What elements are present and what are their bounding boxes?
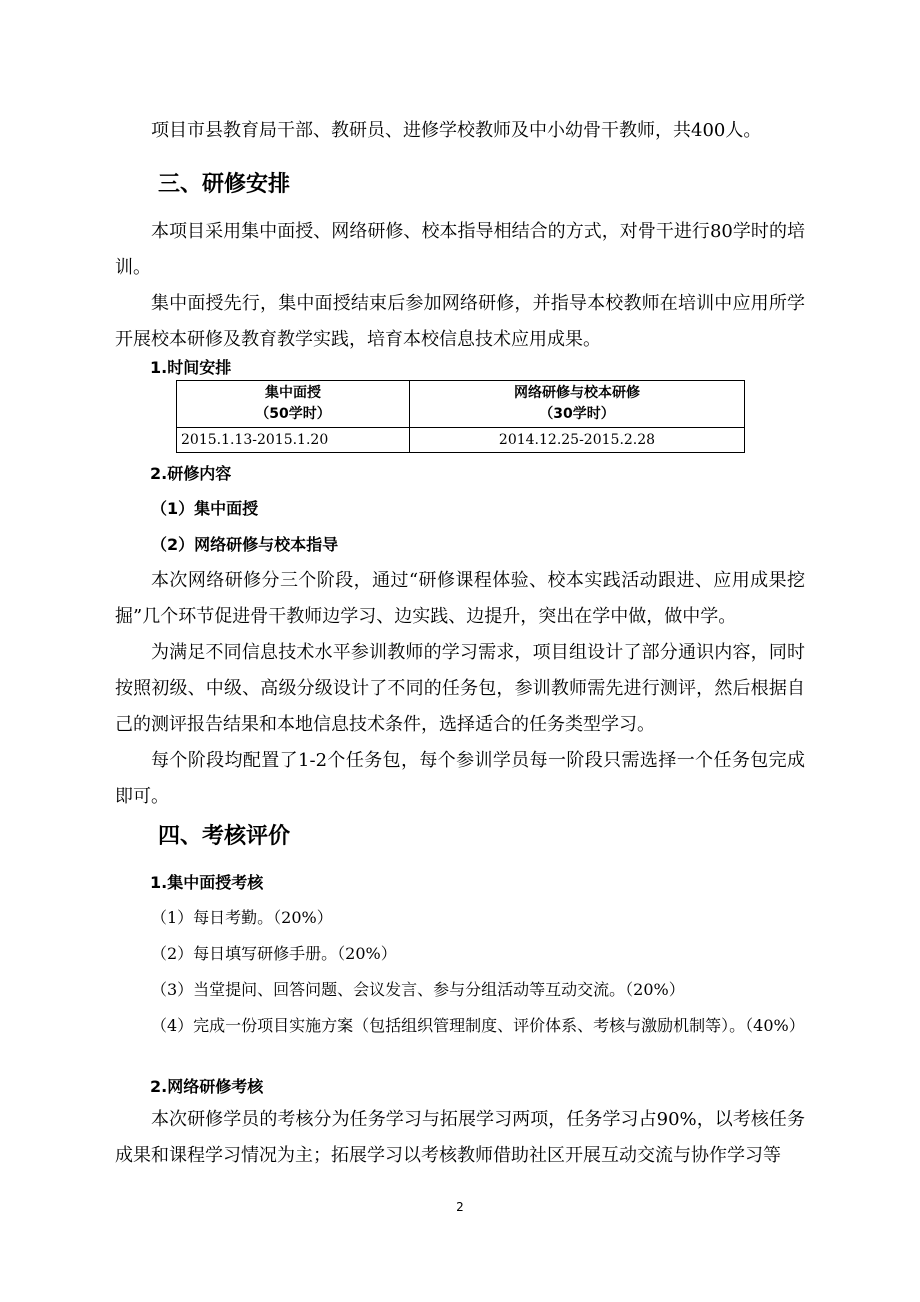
online-assessment-heading: 2.网络研修考核: [150, 1077, 264, 1096]
study-content-heading: 2.研修内容: [150, 464, 232, 483]
list-item: （1）集中面授: [151, 499, 259, 518]
online-study-paragraph-2: 为满足不同信息技术水平参训教师的学习需求，项目组设计了部分通识内容，同时按照初级、中级、高级分级设计了不同的任务包，参训教师需先进行测评，然后根据自己的测评报告结果和本地信息技术条件，选择适合的任务类型学习。: [115, 642, 805, 735]
list-item: （1）每日考勤。（20%）: [151, 908, 333, 927]
list-item: （3）当堂提问、回答问题、会议发言、参与分组活动等互动交流。（20%）: [151, 980, 685, 999]
page-number: 2: [456, 1200, 464, 1214]
list-item: （2）每日填写研修手册。（20%）: [151, 944, 397, 963]
header-hours: （30学时）: [539, 406, 615, 422]
online-study-paragraph-1: 本次网络研修分三个阶段，通过“研修课程体验、校本实践活动跟进、应用成果挖掘”几个环节促进骨干教师边学习、边实践、边提升，突出在学中做，做中学。: [115, 570, 805, 627]
section-3-paragraph-2: 集中面授先行，集中面授结束后参加网络研修，并指导本校教师在培训中应用所学开展校本研修及教育教学实践，培育本校信息技术应用成果。: [115, 293, 805, 350]
header-title: 网络研修与校本研修: [514, 385, 640, 401]
section-4-heading: 四、考核评价: [158, 824, 291, 849]
header-hours: （50学时）: [255, 406, 331, 422]
table-cell: 2014.12.25-2015.2.28: [410, 428, 745, 453]
section-3-paragraph-1: 本项目采用集中面授、网络研修、校本指导相结合的方式，对骨干进行80学时的培训。: [115, 221, 805, 278]
online-assessment-paragraph: 本次研修学员的考核分为任务学习与拓展学习两项，任务学习占90%，以考核任务成果和课程学习情况为主；拓展学习以考核教师借助社区开展互动交流与协作学习等: [115, 1109, 805, 1166]
online-study-paragraph-3: 每个阶段均配置了1-2个任务包，每个参训学员每一阶段只需选择一个任务包完成即可。: [115, 750, 805, 807]
time-schedule-heading: 1.时间安排: [150, 358, 232, 377]
onsite-assessment-heading: 1.集中面授考核: [150, 873, 264, 892]
table-header-cell: [410, 381, 745, 428]
table-row: [177, 428, 745, 453]
table-header-cell: [177, 381, 410, 428]
intro-paragraph: 项目市县教育局干部、教研员、进修学校教师及中小幼骨干教师，共400人。: [151, 120, 762, 141]
table-row: [177, 381, 745, 428]
table-cell: 2015.1.13-2015.1.20: [177, 428, 410, 453]
section-3-heading: 三、研修安排: [158, 172, 291, 197]
header-title: 集中面授: [265, 385, 321, 401]
list-item: （4）完成一份项目实施方案（包括组织管理制度、评价体系、考核与激励机制等）。（40%）: [151, 1016, 805, 1035]
schedule-table: [176, 380, 745, 453]
list-item: （2）网络研修与校本指导: [151, 535, 339, 554]
